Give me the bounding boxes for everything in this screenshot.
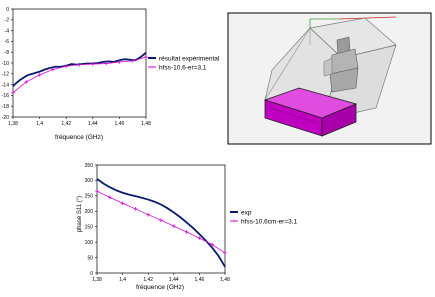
chart2-data-point: [134, 207, 138, 211]
chart1-legend-label-hfss: hfss-10,6-er=3,1: [159, 64, 207, 72]
chart1-x-tick-label: 1,42: [61, 121, 72, 127]
s11-phase-chart: [77, 163, 298, 291]
chart2-x-ticks: [90, 270, 230, 283]
chart2-series-line-1: [97, 191, 225, 253]
chart1-y-tick-label: -14: [1, 82, 9, 89]
chart1-x-tick-label: 1,48: [141, 121, 151, 127]
chart1-x-tick-label: 1,4: [36, 121, 44, 127]
chart1-y-tick-label: -12: [1, 71, 9, 78]
chart2-y-tick-label: 250: [84, 193, 93, 200]
chart2-series-line-0: [97, 179, 225, 267]
chart1-y-tick-label: -8: [4, 50, 9, 56]
chart1-legend: [148, 56, 220, 72]
chart1-x-tick-label: 1,46: [114, 121, 125, 127]
chart2-data-point: [185, 230, 189, 234]
chart1-y-tick-label: 0: [6, 6, 9, 13]
chart2-legend: [230, 210, 298, 226]
chart1-y-tick-label: -4: [4, 28, 9, 35]
chart2-data-point: [95, 189, 99, 193]
chart1-data-point: [144, 55, 148, 59]
chart1-series-line-0: [13, 53, 146, 86]
chart2-x-tick-label: 1,46: [194, 277, 205, 283]
chart2-legend-label-exp: exp: [241, 209, 252, 217]
chart1-data-point: [38, 73, 42, 77]
chart1-legend-plus-marker: +: [150, 65, 154, 71]
chart2-y-tick-label: 300: [84, 178, 93, 185]
chart1-y-tick-label: -16: [1, 93, 9, 100]
chart1-x-ticks: [8, 117, 151, 127]
chart2-x-tick-label: 1,42: [143, 277, 154, 283]
chart2-y-tick-label: 50: [87, 255, 93, 262]
chart1-x-tick-label: 1,44: [87, 121, 98, 127]
chart2-y-tick-label: 350: [84, 162, 93, 169]
chart2-y-tick-label: 100: [84, 239, 93, 246]
chart2-data-point: [146, 213, 150, 217]
chart2-x-tick-label: 1,4: [119, 277, 127, 283]
chart2-data-point: [159, 218, 163, 222]
chart2-legend-plus-marker: +: [232, 219, 236, 225]
chart2-x-tick-label: 1,44: [168, 277, 179, 283]
chart2-x-tick-label: 1,38: [92, 277, 102, 283]
chart2-x-axis-label: fréquence (GHz): [135, 284, 185, 291]
chart1-y-tick-label: -6: [4, 39, 9, 46]
chart2-data-point: [108, 196, 112, 200]
chart2-data-point: [198, 236, 202, 240]
chart1-y-tick-label: -10: [1, 60, 9, 67]
chart1-x-axis-label: fréquence (GHz): [54, 134, 104, 141]
s11-magnitude-chart: [2, 7, 220, 141]
chart2-y-tick-label: 200: [84, 209, 93, 216]
chart1-y-tick-label: -20: [1, 114, 9, 121]
chart2-y-tick-label: 150: [84, 224, 93, 231]
chart2-y-ticks: [85, 163, 97, 277]
chart1-y-ticks: [2, 7, 13, 121]
chart2-x-tick-label: 1,48: [220, 277, 230, 283]
chart1-y-tick-label: -2: [4, 17, 9, 24]
chart1-legend-label-exp: résultat expérimental: [159, 55, 220, 63]
chart2-y-axis-label: phase S11 (°): [77, 195, 83, 233]
chart1-x-tick-label: 1,38: [8, 121, 18, 127]
antenna-3d-model-view: [228, 13, 431, 144]
chart2-data-point: [172, 224, 176, 228]
chart2-y-tick-label: 0: [90, 270, 93, 277]
chart2-data-point: [121, 201, 125, 205]
chart1-series-line-1: [13, 57, 146, 93]
chart1-series: [11, 53, 148, 95]
chart2-legend-label-hfss: hfss-10,6cm-er=3,1: [241, 218, 298, 226]
chart2-series: [95, 179, 227, 267]
chart1-y-tick-label: -18: [1, 104, 9, 110]
